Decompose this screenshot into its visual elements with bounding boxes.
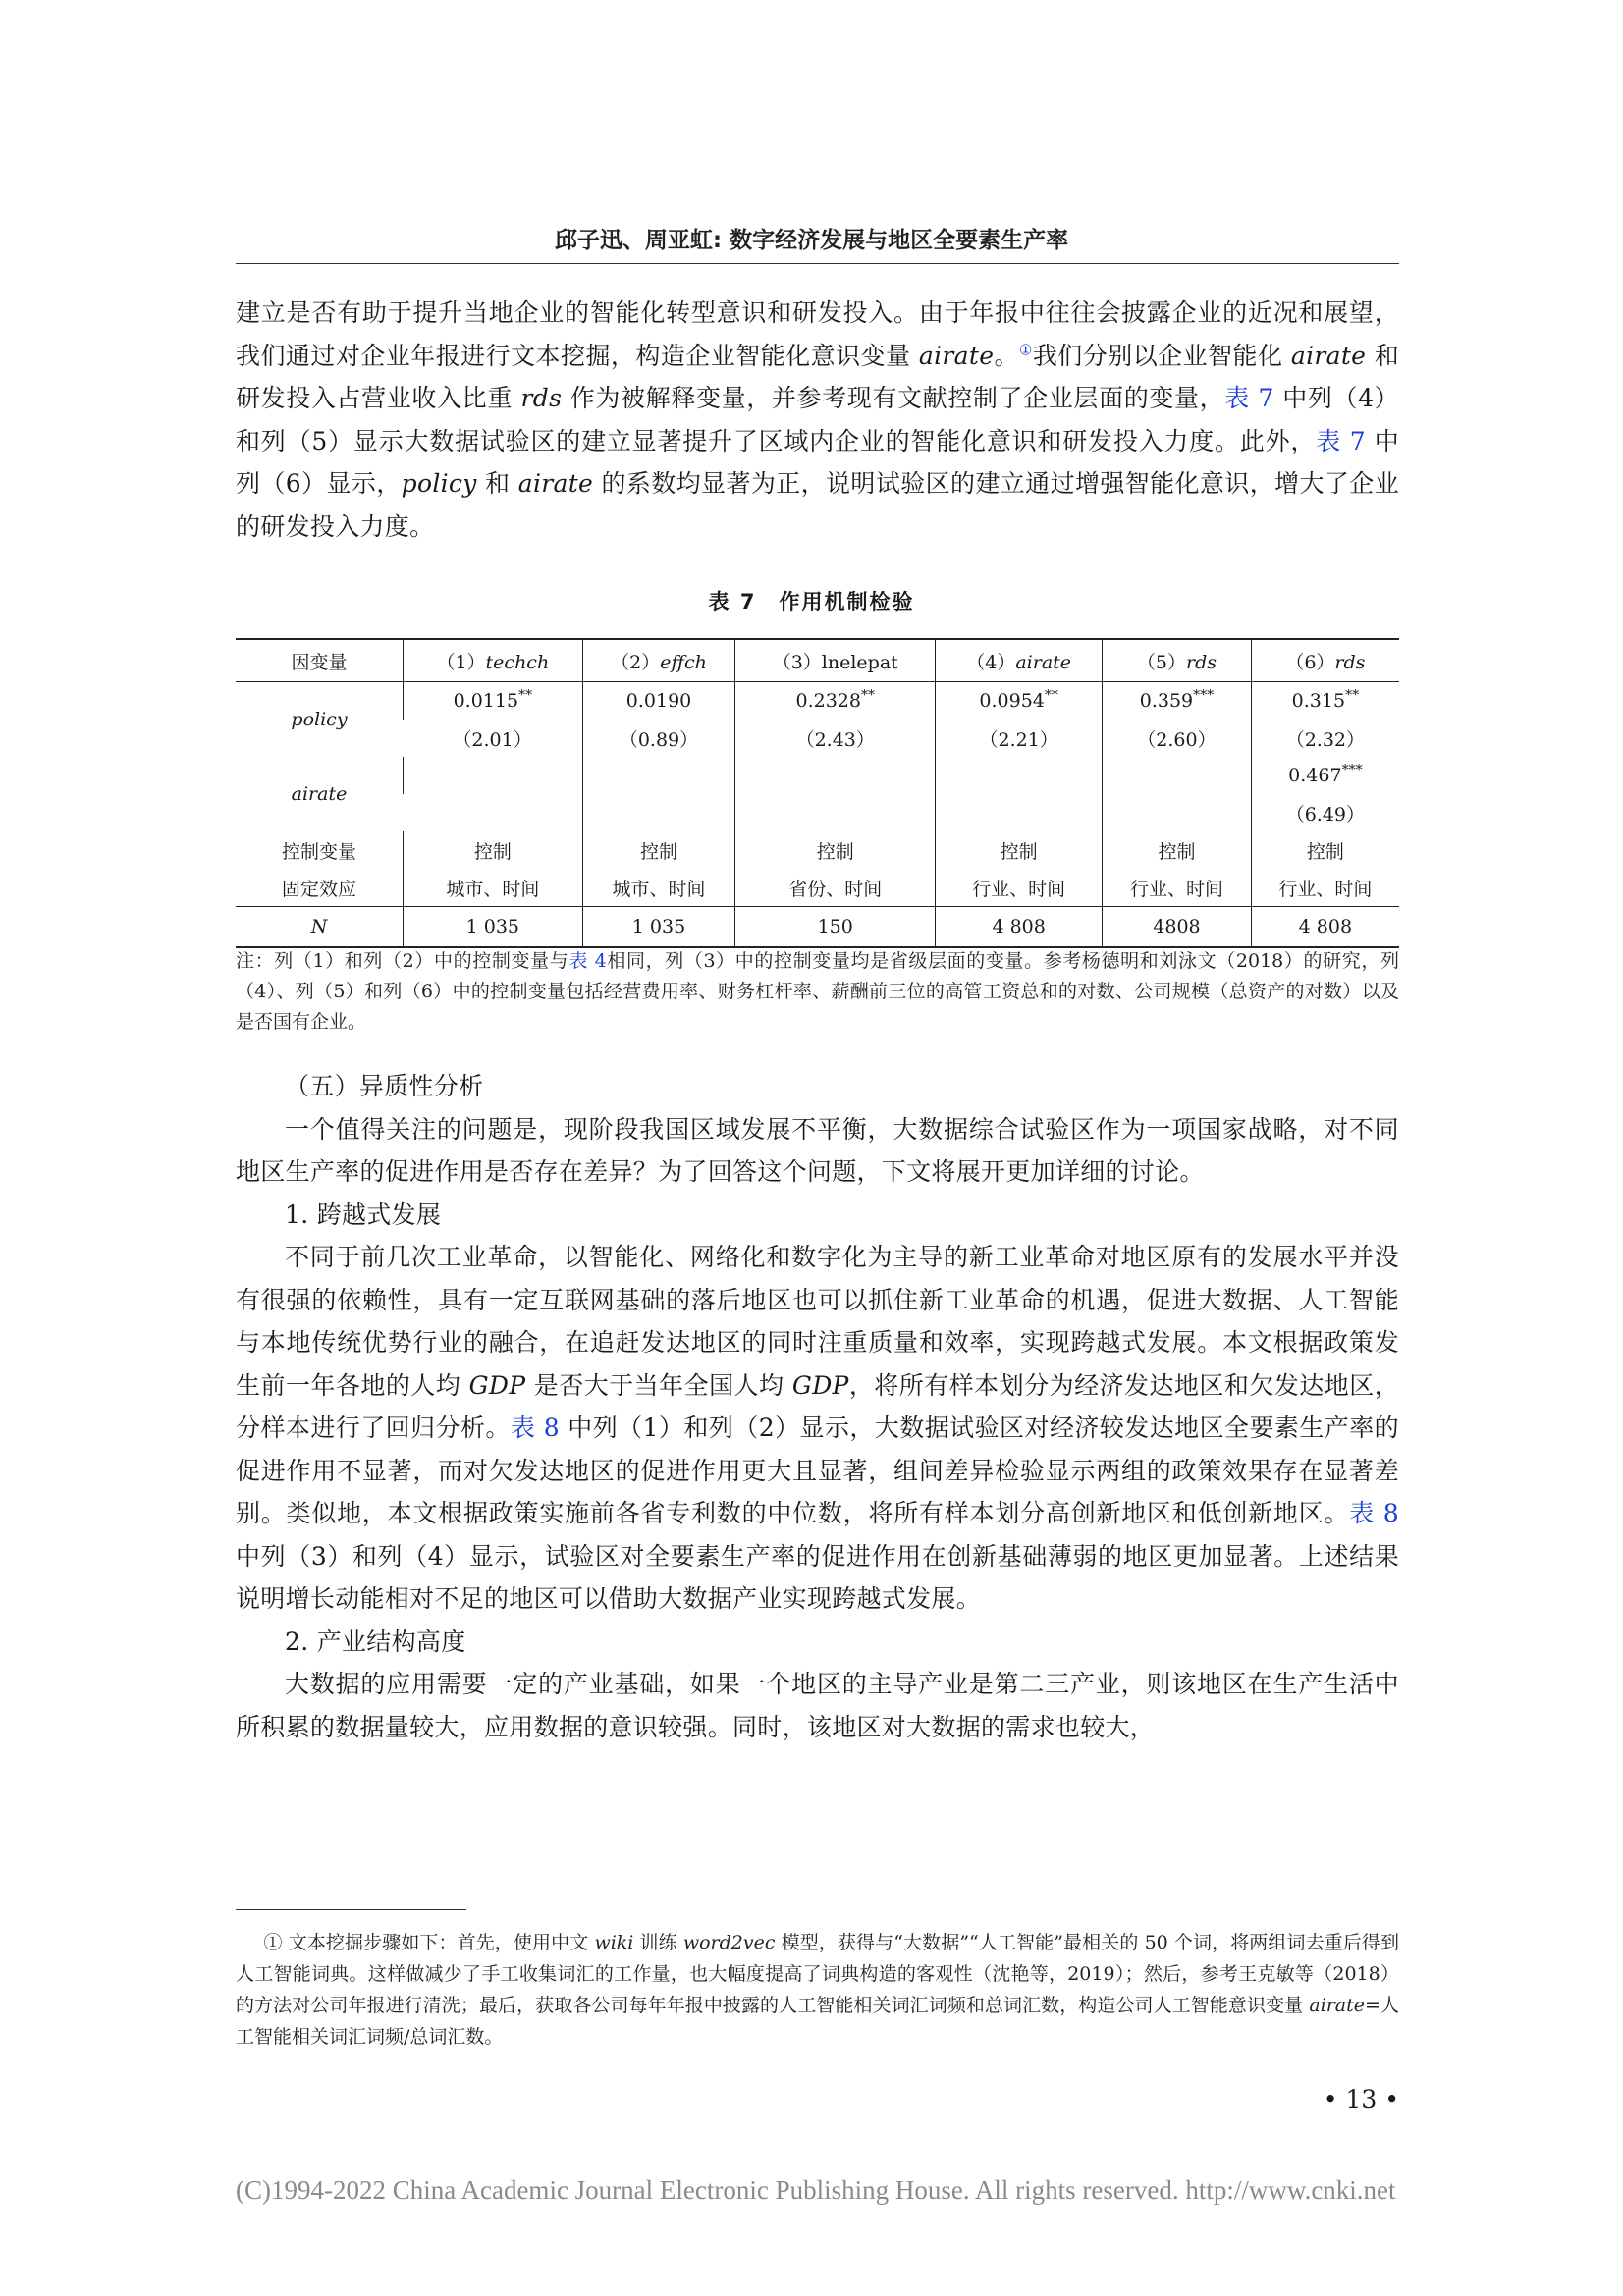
table-cell: 4 808 bbox=[936, 907, 1103, 948]
table-cell bbox=[404, 757, 583, 794]
table-cell: 0.0115** bbox=[404, 682, 583, 721]
table-cell: （2.32） bbox=[1251, 720, 1399, 757]
variable-airate: airate bbox=[918, 341, 995, 370]
table-cell bbox=[936, 757, 1103, 794]
table-row-policy-coef bbox=[236, 682, 1399, 721]
table-cell: 0.467*** bbox=[1251, 757, 1399, 794]
table-cell: 城市、时间 bbox=[582, 869, 735, 907]
footnote-rule bbox=[236, 1909, 466, 1910]
header-col-3: （3）lnelepat bbox=[735, 639, 936, 682]
table-cell: （2.60） bbox=[1103, 720, 1252, 757]
text-run: 作为被解释变量，并参考现有文献控制了企业层面的变量， bbox=[562, 384, 1225, 412]
row-label-fixed-effects: 固定效应 bbox=[281, 878, 356, 900]
table-row-policy-t bbox=[236, 720, 1399, 757]
leapfrog-paragraph: 不同于前几次工业革命，以智能化、网络化和数字化为主导的新工业革命对地区原有的发展水平并没有很强的依赖性，具有一定互联网基础的落后地区也可以抓住新工业革命的机遇，促进大数据、人工智能与本地传统优势行业的融合，在追赶发达地区的同时注重质量和效率，实现跨越式发展。本文根据政策发生前一年各地的人均 GDP 是否大于当年全国人均 GDP，将所有样本划分为经济发达地区和欠发达地区，分样本进行了回归分析。表 8 中列（1）和列（2）显示，大数据试验区对经济较发达地区全要素生产率的促进作用不显著，而对欠发达地区的促进作用更大且显著，组间差异检验显示两组的政策效果存在显著差别。类似地，本文根据政策实施前各省专利数的中位数，将所有样本划分高创新地区和低创新地区。表 8 中列（3）和列（4）显示，试验区对全要素生产率的促进作用在创新基础薄弱的地区更加显著。上述结果说明增长动能相对不足的地区可以借助大数据产业实现跨越式发展。 bbox=[236, 1243, 1399, 1613]
table-row-controls bbox=[236, 831, 1399, 869]
table-4-link[interactable]: 表 4 bbox=[568, 950, 607, 972]
text-run: 和 bbox=[476, 469, 518, 498]
table-row-airate-coef bbox=[236, 757, 1399, 794]
table-cell: 控制 bbox=[582, 831, 735, 869]
table-cell: 控制 bbox=[936, 831, 1103, 869]
table-cell: 1 035 bbox=[404, 907, 583, 948]
page-number: • 13 • bbox=[1323, 2085, 1399, 2113]
footnote: ① 文本挖掘步骤如下：首先，使用中文 wiki 训练 word2vec 模型，获得与“大数据”“人工智能”最相关的 50 个词，将两组词去重后得到人工智能词典。这样做减少了手工收集词汇的工作量，也大幅度提高了词典构造的客观性（沈艳等，2019）；然后，参考王克敏等（2018）的方法对公司年报进行清洗；最后，获取各公司每年年报中披露的人工智能相关词汇词频和总词汇数，构造公司人工智能意识变量 airate=人工智能相关词汇词频/总词汇数。 bbox=[236, 1932, 1400, 2048]
table-7-note: 注：列（1）和列（2）中的控制变量与表 4相同，列（3）中的控制变量均是省级层面的变量。参考杨德明和刘泳文（2018）的研究，列（4）、列（5）和列（6）中的控制变量包括经营费用率、财务杠杆率、薪酬前三位的高管工资总和的对数、公司规模（总资产的对数）以及是否国有企业。 bbox=[236, 950, 1399, 1033]
table-8-link[interactable]: 表 8 bbox=[1349, 1499, 1399, 1527]
industry-paragraph: 大数据的应用需要一定的产业基础，如果一个地区的主导产业是第二三产业，则该地区在生产生活中所积累的数据量较大，应用数据的意识较强。同时，该地区对大数据的需求也较大， bbox=[236, 1670, 1399, 1741]
table-cell: 省份、时间 bbox=[735, 869, 936, 907]
table-8-link[interactable]: 表 8 bbox=[510, 1414, 560, 1442]
table-cell: （2.01） bbox=[453, 728, 532, 751]
footnote-marker[interactable]: ① bbox=[1018, 341, 1033, 359]
copyright-notice: (C)1994-2022 China Academic Journal Electronic Publishing House. All rights reserved. http://www.cnki.net bbox=[236, 2175, 1396, 2205]
header-col-1: （1）techch bbox=[404, 639, 583, 682]
table-cell: 150 bbox=[735, 907, 936, 948]
table-cell: 4808 bbox=[1103, 907, 1252, 948]
subsection-heading-1: 1. 跨越式发展 bbox=[285, 1200, 442, 1229]
table-cell bbox=[404, 794, 583, 831]
table-7-title: 表 7 作用机制检验 bbox=[708, 590, 915, 614]
table-cell bbox=[735, 757, 936, 794]
text-run: 我们分别以企业智能化 bbox=[1032, 341, 1291, 370]
table-cell: （6.49） bbox=[1251, 794, 1399, 831]
header-col-2: （2）effch bbox=[582, 639, 735, 682]
table-7-link[interactable]: 表 7 bbox=[1224, 384, 1274, 412]
header-rule bbox=[236, 263, 1399, 264]
table-cell: 0.2328** bbox=[735, 682, 936, 721]
section-heterogeneity bbox=[236, 1065, 1399, 1748]
table-cell bbox=[1103, 757, 1252, 794]
table-row-airate-t bbox=[236, 794, 1399, 831]
table-row-n bbox=[236, 907, 1399, 948]
table-cell bbox=[582, 794, 735, 831]
variable-gdp: GDP bbox=[791, 1370, 849, 1400]
variable-airate: airate bbox=[1290, 341, 1367, 370]
table-cell: 行业、时间 bbox=[1103, 869, 1252, 907]
table-cell: 0.359*** bbox=[1103, 682, 1252, 721]
table-header-row bbox=[236, 639, 1399, 682]
row-label-controls: 控制变量 bbox=[281, 840, 356, 863]
table-cell bbox=[1103, 794, 1252, 831]
table-cell: 1 035 bbox=[582, 907, 735, 948]
subsection-heading-2: 2. 产业结构高度 bbox=[285, 1627, 466, 1656]
text-run: 。 bbox=[994, 341, 1019, 370]
variable-policy: policy bbox=[401, 469, 477, 498]
text-run: 和研发投入占营业收入比重 bbox=[236, 341, 1399, 412]
table-cell bbox=[735, 794, 936, 831]
table-cell bbox=[936, 794, 1103, 831]
variable-airate: airate bbox=[517, 469, 594, 498]
table-row-fixed-effects bbox=[236, 869, 1399, 907]
table-cell bbox=[582, 757, 735, 794]
table-cell: 控制 bbox=[735, 831, 936, 869]
header-col-6: （6）rds bbox=[1251, 639, 1399, 682]
table-cell: 行业、时间 bbox=[936, 869, 1103, 907]
table-cell: （2.43） bbox=[735, 720, 936, 757]
intro-paragraph: 一个值得关注的问题是，现阶段我国区域发展不平衡，大数据综合试验区作为一项国家战略，对不同地区生产率的促进作用是否存在差异？为了回答这个问题，下文将展开更加详细的讨论。 bbox=[236, 1114, 1399, 1186]
header-col-5: （5）rds bbox=[1103, 639, 1252, 682]
text-run: 中列（4）和列（5）显示大数据试验区的建立显著提升了区域内企业的智能化意识和研发投入力度。此外， bbox=[236, 384, 1399, 455]
header-dependent-variable: 因变量 bbox=[236, 639, 404, 682]
variable-gdp: GDP bbox=[468, 1370, 526, 1400]
table-cell: （2.21） bbox=[936, 720, 1103, 757]
table-cell: 4 808 bbox=[1251, 907, 1399, 948]
table-cell: 0.0190 bbox=[582, 682, 735, 721]
text-run: 建立是否有助于提升当地企业的智能化转型意识和研发投入。由于年报中往往会披露企业的近况和展望，我们通过对企业年报进行文本挖掘，构造企业智能化意识变量 bbox=[236, 298, 1399, 370]
row-label-airate: airate bbox=[291, 783, 348, 805]
table-7 bbox=[236, 638, 1399, 948]
table-cell: （0.89） bbox=[582, 720, 735, 757]
table-cell: 0.0954** bbox=[936, 682, 1103, 721]
text-run: 中列（6）显示， bbox=[236, 426, 1399, 498]
mechanism-paragraph bbox=[236, 292, 1399, 548]
table-cell: 行业、时间 bbox=[1251, 869, 1399, 907]
row-label-policy: policy bbox=[291, 709, 348, 730]
header-col-4: （4）airate bbox=[936, 639, 1103, 682]
table-7-link[interactable]: 表 7 bbox=[1316, 426, 1366, 455]
section-heading: （五）异质性分析 bbox=[285, 1072, 484, 1100]
table-cell: 控制 bbox=[1103, 831, 1252, 869]
table-cell: 0.315** bbox=[1251, 682, 1399, 721]
table-cell: 控制 bbox=[404, 831, 583, 869]
running-head: 邱子迅、周亚虹: 数字经济发展与地区全要素生产率 bbox=[554, 228, 1069, 253]
table-cell: 城市、时间 bbox=[404, 869, 583, 907]
text-run: 的系数均显著为正，说明试验区的建立通过增强智能化意识，增大了企业的研发投入力度。 bbox=[236, 469, 1399, 541]
table-cell: 控制 bbox=[1251, 831, 1399, 869]
row-label-n: N bbox=[236, 907, 404, 948]
variable-rds: rds bbox=[520, 384, 563, 412]
